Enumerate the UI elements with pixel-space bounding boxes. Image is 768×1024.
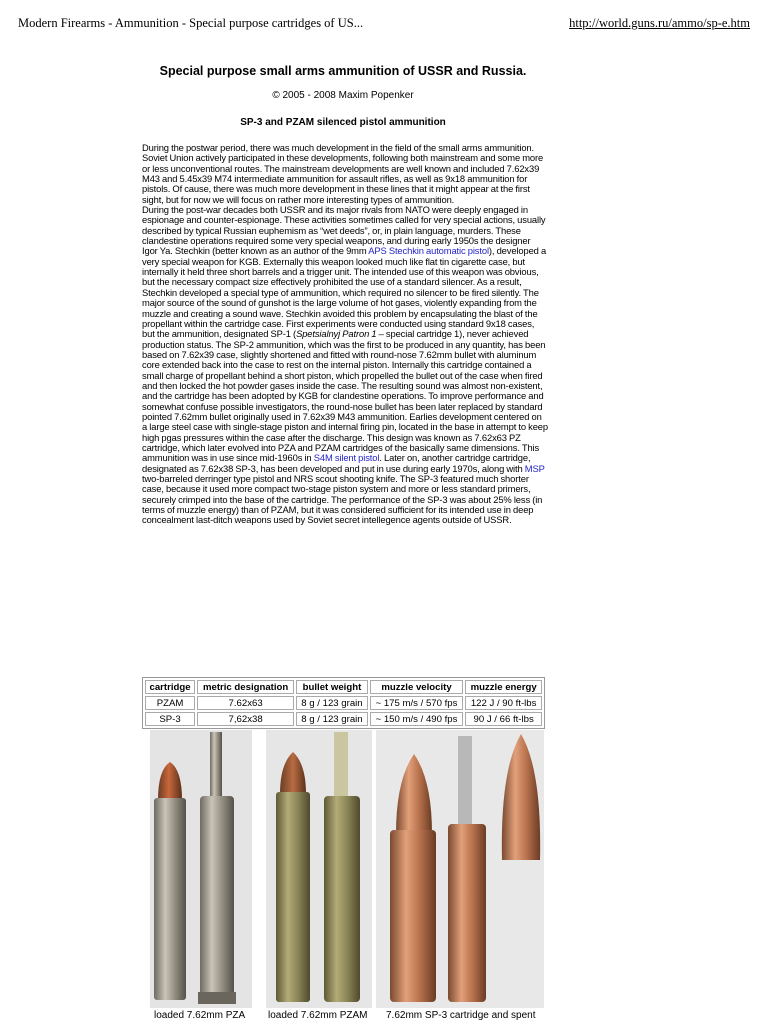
piston-shape bbox=[210, 732, 222, 802]
col-header-cartridge: cartridge bbox=[145, 680, 195, 694]
table-row bbox=[145, 696, 542, 710]
table-cell: PZAM bbox=[145, 696, 195, 710]
table-cell: 7,62x38 bbox=[197, 712, 294, 726]
col-header-muzzle-energy: muzzle energy bbox=[465, 680, 542, 694]
msp-link[interactable]: MSP bbox=[524, 462, 545, 474]
table-cell: 90 J / 66 ft-lbs bbox=[465, 712, 542, 726]
caption-pzam: loaded 7.62mm PZAM bbox=[268, 1010, 368, 1021]
photo-pzam-cartridge bbox=[266, 730, 372, 1008]
paragraph-intro: During the postwar period, there was much development in the field of the small arms ammunition. Soviet Union actively participated in these developments, following both mainstream and some more or less unconventional routes. The mainstream developments are well known and included 7.62x39 M43 and 5.45x39 M74 intermediate ammunition for assault rifles, as well as 9x18 ammunition for pistols. Of cause, there was much more development in these lines that it might appear at the first sight, but for now we will focus on rather more interesting types of ammunition. bbox=[142, 142, 544, 205]
table-cell: 122 J / 90 ft-lbs bbox=[465, 696, 542, 710]
article-body bbox=[142, 143, 548, 526]
paragraph-history bbox=[142, 205, 548, 526]
col-header-metric: metric designation bbox=[197, 680, 294, 694]
copyright-line: © 2005 - 2008 Maxim Popenker bbox=[272, 90, 414, 101]
photo-pza-cartridge bbox=[150, 730, 252, 1008]
table-cell: SP-3 bbox=[145, 712, 195, 726]
table-cell: 7.62x63 bbox=[197, 696, 294, 710]
table-cell: 8 g / 123 grain bbox=[296, 712, 368, 726]
page-title: Special purpose small arms ammunition of USSR and Russia. bbox=[159, 64, 527, 78]
italic-term: Spetsialnyj Patron 1 bbox=[296, 328, 377, 340]
text-run: – special cartridge 1), never achieved production status. The SP-2 ammunition, which was the first to be produced in any quantity, has been based on 7.62x39 case, slightly shortened and fitted with round-nose 7.62mm bullet with aluminum core extended back into the case to rest on the internal piston. Internally this cartridge contained a small charge of propellant behind a short piston, which propelled the bullet out of the case when fired and then locked the hot powder gases inside the case. The resulting sound was almost non-existent, and the cartridge has been adopted by KGB for clandestine operations. To improve performance and somewhat confuse possible investigators, the round-nose bullet has been later replaced by standard pointed 7.62mm bullet originally used in 7.62x39 M43 ammunition. Earlies development centered on a large steel case with single-stage piston and internal firing pin, located in the base in attempt to keep high pgas pressures within the case after the discharge. This design was known as 7.62x63 PZ cartridge, which later evolved into PZA and PZAM cartridges of the basically same dimensions. This ammunition was in use since mid-1960s in bbox=[142, 328, 548, 464]
table-cell: ~ 150 m/s / 490 fps bbox=[370, 712, 463, 726]
text-run: ), developed a very special weapon for KGB. Externally this weapon looked much like flat tin cigarette case, but internally it held three short barrels and a trigger unit. The intended use of this weapon was obvious, but the necessary compact size effectively prohibited the use of a standard silencer. As a result, Stechkin developed a special type of ammunition, which required no silencer to be fired silently. The major source of the sound of gunshot is the large volume of hot gases, violently expanding from the muzzle and creating a sound wave. Stechkin avoided this problem by encapsulating the blast of the propellant within the cartridge case. First experiments were conducted using standard 9x18 cases, but the ammunition, designated SP-1 ( bbox=[142, 245, 547, 340]
text-run: . Later on, another cartridge cartridge, designated as 7.62x38 SP-3, has been developed and put in use during early 1970s, along with bbox=[142, 452, 531, 474]
header-url-link[interactable]: http://world.guns.ru/ammo/sp-e.htm bbox=[569, 16, 750, 30]
caption-pza: loaded 7.62mm PZA bbox=[154, 1010, 246, 1021]
col-header-muzzle-velocity: muzzle velocity bbox=[370, 680, 463, 694]
header-page-title: Modern Firearms - Ammunition - Special purpose cartridges of US... bbox=[18, 16, 364, 30]
s4m-pistol-link[interactable]: S4M silent pistol bbox=[313, 452, 380, 464]
photo-sp3-cartridge bbox=[376, 730, 544, 1008]
case-shape bbox=[154, 798, 186, 1000]
text-run: two-barreled derringer type pistol and NRS scout shooting knife. The SP-3 featured much shorter case, because it used more compact two-stage piston system and more or less standard primers, securely crimped into the base of the cartridge. The performance of the SP-3 was about 25% less (in terms of muzzle energy) than of PZAM, but it was considered sufficient for its intended use in deep concealment last-ditch weapons used by Soviet secret intellegence agents outside of USSR. bbox=[142, 473, 543, 526]
section-subtitle: SP-3 and PZAM silenced pistol ammunition bbox=[240, 117, 446, 128]
table-cell: ~ 175 m/s / 570 fps bbox=[370, 696, 463, 710]
aps-stechkin-link[interactable]: APS Stechkin automatic pistol bbox=[368, 245, 489, 257]
table-header-row bbox=[145, 680, 542, 694]
text-run: During the post-war decades both USSR and its major rivals from NATO were deeply engaged in espionage and counter-espionage. These activities sometimes called for very special actions, usually described by typical Russian euphemism as “wet deeds”, or, in plain language, murders. These clandestine operations required some very special weapons, and during early 1950s the designer Igor Ya. Stechkin (better known as an author of the 9mm bbox=[142, 204, 546, 257]
caption-sp3: 7.62mm SP-3 cartridge and spent bbox=[386, 1010, 536, 1021]
cartridge-spec-table bbox=[142, 677, 545, 729]
table-row bbox=[145, 712, 542, 726]
col-header-bullet-weight: bullet weight bbox=[296, 680, 368, 694]
table-cell: 8 g / 123 grain bbox=[296, 696, 368, 710]
